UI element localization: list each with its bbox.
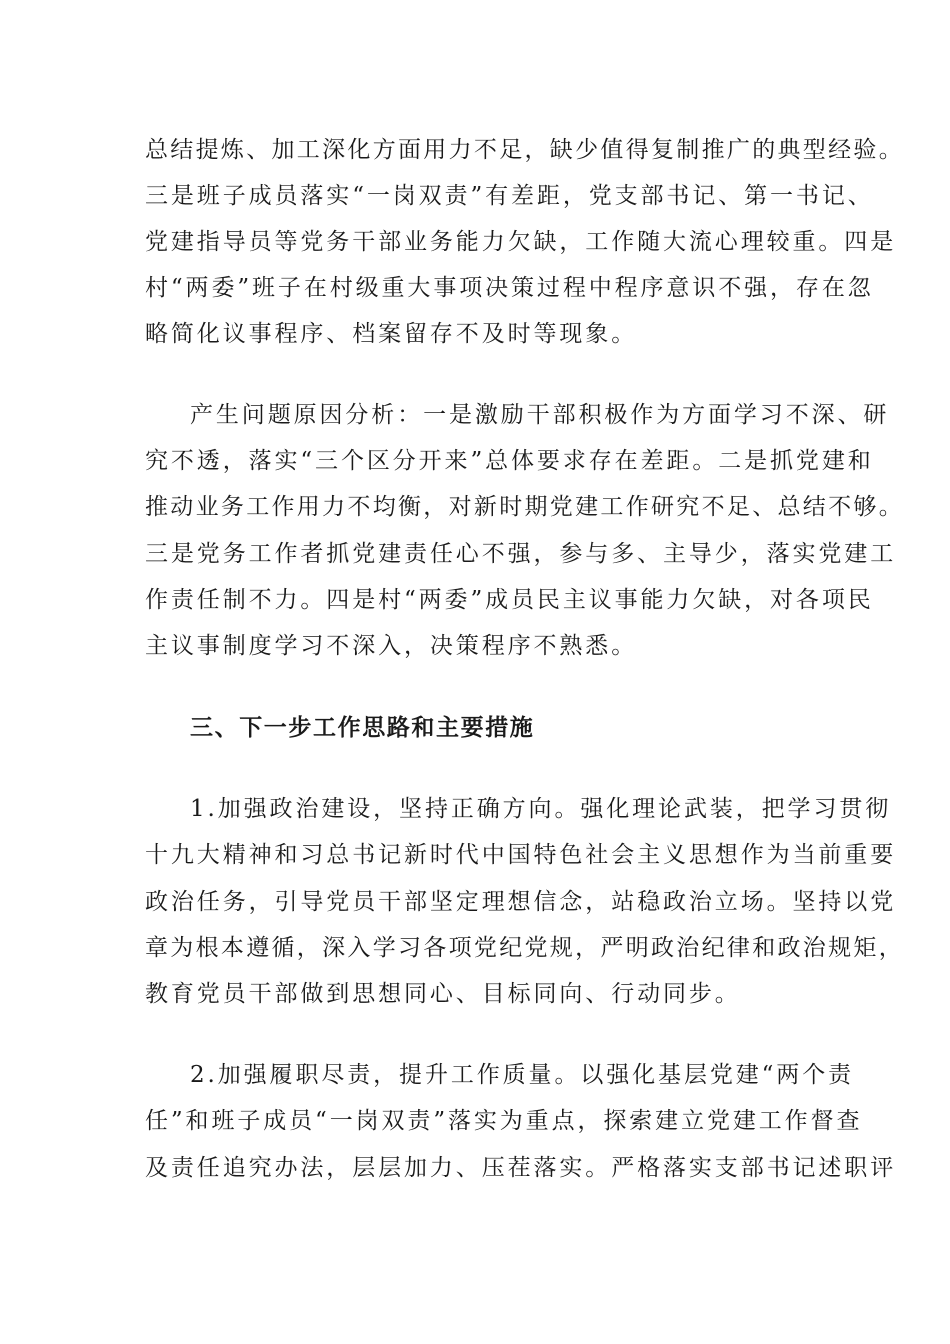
paragraph-line: 1.加强政治建设，坚持正确方向。强化理论武装，把学习贯彻 xyxy=(190,796,892,822)
paragraph-line: 政治任务，引导党员干部坚定理想信念，站稳政治立场。坚持以党 xyxy=(145,889,897,915)
paragraph-line: 产生问题原因分析：一是激励干部积极作为方面学习不深、研 xyxy=(190,402,890,428)
paragraph-line: 章为根本遵循，深入学习各项党纪党规，严明政治纪律和政治规矩， xyxy=(145,935,904,961)
paragraph-line: 总结提炼、加工深化方面用力不足，缺少值得复制推广的典型经验。 xyxy=(145,137,904,163)
paragraph-line: 作责任制不力。四是村“两委”成员民主议事能力欠缺，对各项民 xyxy=(145,587,874,613)
paragraph-line: 略简化议事程序、档案留存不及时等现象。 xyxy=(145,321,638,347)
paragraph-line: 究不透，落实“三个区分开来”总体要求存在差距。二是抓党建和 xyxy=(145,448,874,474)
paragraph-line: 十九大精神和习总书记新时代中国特色社会主义思想作为当前重要 xyxy=(145,842,897,868)
paragraph-line: 三是党务工作者抓党建责任心不强，参与多、主导少，落实党建工 xyxy=(145,541,897,567)
paragraph-line: 任”和班子成员“一岗双责”落实为重点，探索建立党建工作督查 xyxy=(145,1108,863,1134)
paragraph-line: 教育党员干部做到思想同心、目标同向、行动同步。 xyxy=(145,981,741,1007)
paragraph-line: 及责任追究办法，层层加力、压茬落实。严格落实支部书记述职评 xyxy=(145,1155,897,1181)
paragraph-line: 三是班子成员落实“一岗双责”有差距，党支部书记、第一书记、 xyxy=(145,183,874,209)
paragraph-line: 推动业务工作用力不均衡，对新时期党建工作研究不足、总结不够。 xyxy=(145,494,904,520)
paragraph-line: 2.加强履职尽责，提升工作质量。以强化基层党建“两个责 xyxy=(190,1062,855,1088)
section-heading: 三、下一步工作思路和主要措施 xyxy=(190,714,535,741)
paragraph-line: 村“两委”班子在村级重大事项决策过程中程序意识不强，存在忽 xyxy=(145,275,874,301)
paragraph-line: 主议事制度学习不深入，决策程序不熟悉。 xyxy=(145,633,638,659)
paragraph-line: 党建指导员等党务干部业务能力欠缺，工作随大流心理较重。四是 xyxy=(145,229,897,255)
